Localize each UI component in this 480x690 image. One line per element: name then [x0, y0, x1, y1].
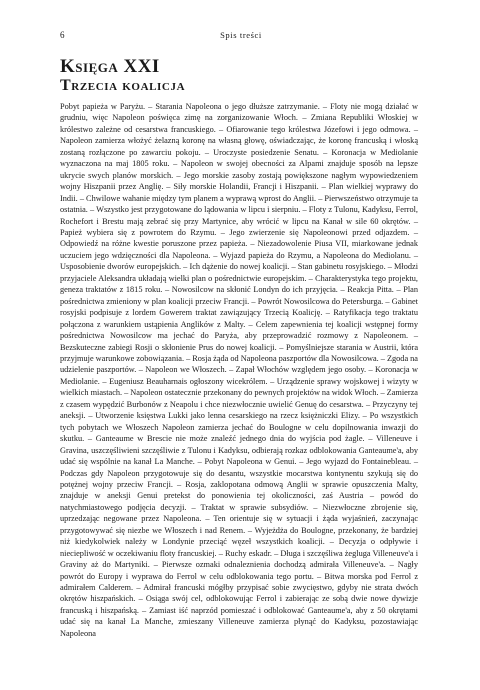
chapter-title: Trzecia koalicja: [60, 77, 186, 94]
page-header: [60, 30, 422, 44]
running-head: Spis treści: [220, 30, 262, 40]
book-title: Księga XXI: [60, 56, 160, 77]
chapter-summary-text: Pobyt papieża w Paryżu. – Starania Napoleona o jego dłuższe zatrzymanie. – Floty nie mogą działać w grudniu, więc Napoleon poświęca zimę na zorganizowanie Włoch. – Zmiana Republiki Włoskiej w królestwo zależne od cesarstwa francuskiego. – Ofiarowanie tego królestwa Józefowi i jego odmowa. – Napoleon zamierza włożyć żelazną koronę na własną głowę, oświadczając, że koronę francuską i włoską zostaną rozłączone po zawarciu pokoju. – Uroczyste posiedzenie Senatu. – Koronacja w Mediolanie wyznaczona na maj 1805 roku. – Napoleon w swojej obecności za Alpami znajduje sposób na lepsze ukrycie swych planów morskich. – Jego morskie zasoby zostają powiększone nagłym wypowiedzeniem wojny Hiszpanii przez Anglię. – Siły morskie Holandii, Francji i Hiszpanii. – Plan wielkiej wyprawy do Indii. – Chwilowe wahanie między tym planem a wyprawą wprost do Anglii. – Pierwszeństwo otrzymuje ta ostatnia. – Wszystko jest przygotowane do lądowania w lipcu i sierpniu. – Floty z Tulonu, Kadyksu, Ferrol, Rochefort i Brestu mają zebrać się przy Martynice, aby wrócić w lipcu na Kanał w sile 60 okrętów. – Papież wybiera się z powrotem do Rzymu. – Jego zwierzenie się Napoleonowi przed odjazdem. – Odpowiedź na różne kwestie poruszone przez papieża. – Niezadowolenie Piusa VII, miarkowane jednak uczuciem jego wdzięczności dla Napoleona. – Wyjazd papieża do Rzymu, a Napoleona do Mediolanu. – Usposobienie dworów europejskich. – Ich dążenie do nowej koalicji. – Stan gabinetu rosyjskiego. – Młodzi przyjaciele Aleksandra układają wielki plan o pośrednictwie europejskim. – Charakterystyka tego projektu, geneza traktatów z 1815 roku. – Nowosilcow na skłonić Londyn do ich przyjęcia. – Reakcja Pitta. – Plan pośrednictwa zmieniony w plan koalicji przeciw Francji. – Powrót Nowosilcowa do Petersburga. – Gabinet rosyjski podpisuje z lordem Gowerem traktat zawiązujący Trzecią Koalicję. – Ratyfikacja tego traktatu połączona z warunkiem ustąpienia Anglików z Malty. – Celem zapewnienia tej koalicji wstępnej formy pośrednictwa Nowosilcow ma jechać do Paryża, aby przeprowadzić rozmowy z Napoleonem. – Bezskuteczne zabiegi Rosji o skłonienie Prus do nowej koalicji. – Pomyślniejsze starania w Austrii, która przyjmuje warunkowe zobowiązania. – Rosja żąda od Napoleona paszportów dla Nowosilcowa. – Zgoda na udzielenie paszportów. – Napoleon we Włoszech. – Zapał Włochów względem jego osoby. – Koronacja w Mediolanie. – Eugeniusz Beauharnais ogłoszony wicekrólem. – Urządzenie sprawy wojskowej i wizyty w wielkich miastach. – Napoleon ostatecznie przekonany do pewnych projektów na widok Włoch. – Zamierza z czasem wypędzić Burbonów z Neapolu i chce niezwłocznie uwielić Genuę do cesarstwa. – Przyczyny tej aneksji. – Utworzenie księstwa Lukki jako lenna cesarskiego na rzecz księżniczki Elizy. – Po wszystkich tych pobytach we Włoszech Napoleon zamierza jechać do Boulogne w celu dopilnowania inwazji do skutku. – Ganteaume w Brescie nie może znaleźć jednego dnia do wyjścia pod żagle. – Villeneuve i Gravina, uszczęśliwieni szczęśliwie z Tulonu i Kadyksu, odbierają rozkaz odblokowania Ganteaume'a, aby udać się wspólnie na kanał La Manche. – Pobyt Napoleona w Genui. – Jego wyjazd do Fontainebleau. – Podczas gdy Napoleon przygotowuje się do desantu, wszystkie mocarstwa kontynentu szykują się do potężnej wojny przeciw Francji. – Rosja, zaklopotana odmową Anglii w sprawie opuszczenia Malty, znajduje w aneksji Genui pretekst do ponowienia tej okoliczności, zaś Austria – powód do natychmiastowego podjęcia decyzji. – Traktat w sprawie subsydiów. – Niezwłoczne zbrojenie się, uprzedzając negowane przez Napoleona. – Ten orientuje się w sytuacji i żąda wyjaśnień, zaczynając przygotowywać się niezbe we Włoszech i nad Renem. – Wyjeżdża do Boulogne, przekonany, że bardziej niż kiedykolwiek należy w Londynie przeciąć węzeł wszystkich koalicji. – Decyzja o odpływie i nieciepliwość w oczekiwaniu floty francuskiej. – Ruchy eskadr. – Długa i szczęśliwa żegluga Villeneuve'a i Graviny aż do Martyniki. – Pierwsze ozmaki odnaleznienia dochodzą admirała Villeneuve'a. – Nagły powrót do Europy i wyprawa do Ferrol w celu odblokowania tego portu. – Bitwa morska pod Ferrol z admirałem Calderem. – Admirał francuski mógłby przypisać sobie zwycięstwo, gdyby nie strata dwóch okrętów hiszpańskich. – Osiąga swój cel, odblokowując Ferrol i zabierając ze sobą dwie nowe dywizje francuską i hiszpańską. – Zamiast iść naprzód pomieszać i odblokować Ganteaume'a, aby z 50 okrętami udać się na kanał La Manche, zmieszany Villeneuve zamierza płynąć do Kadyksu, pozostawiając Napoleona: [60, 102, 418, 638]
section-heading: [60, 57, 422, 95]
page-number: 6: [60, 30, 65, 40]
